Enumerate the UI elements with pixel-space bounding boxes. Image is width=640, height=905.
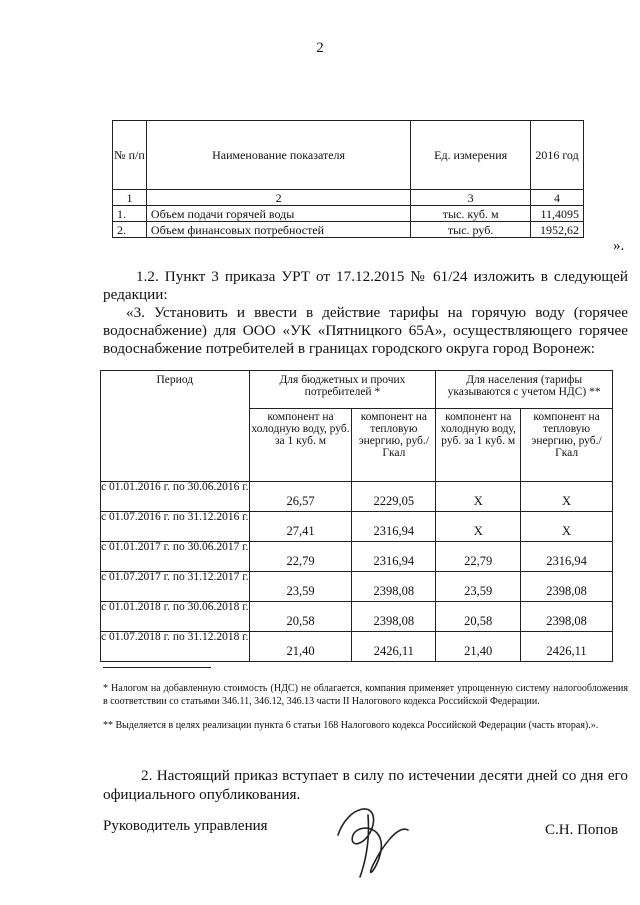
footnote-vat: * Налогом на добавленную стоимость (НДС) не облагается, компания применяет упрощенную систему налогообложения в соответствии со статьями 346.11, 346.12, 346.13 части II Налогового кодекса Российской Федерации.: [103, 683, 628, 707]
value-cell: 20,58: [436, 602, 521, 632]
value-cell: 22,79: [436, 542, 521, 572]
header-period: Период: [101, 371, 250, 482]
volume-table: [112, 120, 584, 238]
subheader-cold-water: компонент на холодную воду, руб. за 1 куб. м: [436, 409, 521, 482]
footnote-divider: [103, 667, 211, 668]
value-cell: 2398,08: [352, 602, 436, 632]
value-cell: 23,59: [249, 572, 352, 602]
subheader-heat: компонент на тепловую энергию, руб./Гкал: [521, 409, 613, 482]
value-cell: 23,59: [436, 572, 521, 602]
period-cell: с 01.07.2018 г. по 31.12.2018 г.: [101, 632, 250, 662]
value-cell: 26,57: [249, 482, 352, 512]
value-cell: 22,79: [249, 542, 352, 572]
header-budget-consumers: Для бюджетных и прочих потребителей *: [249, 371, 436, 409]
value-cell: 2426,11: [352, 632, 436, 662]
period-cell: с 01.01.2016 г. по 30.06.2016 г.: [101, 482, 250, 512]
value-cell: 2398,08: [521, 572, 613, 602]
value-cell: 2398,08: [521, 602, 613, 632]
value-cell: 2316,94: [521, 542, 613, 572]
value-cell: X: [436, 512, 521, 542]
row-unit: тыс. куб. м: [411, 206, 531, 222]
table-row: [101, 572, 613, 602]
table-row: [101, 632, 613, 662]
closing-quote: ».: [613, 238, 625, 254]
value-cell: X: [521, 482, 613, 512]
period-cell: с 01.01.2018 г. по 30.06.2018 г.: [101, 602, 250, 632]
table-row: [113, 222, 584, 238]
row-number: 1.: [113, 206, 147, 222]
table-row: [101, 512, 613, 542]
index-cell: 3: [411, 190, 531, 206]
footnote-vat-allocation: ** Выделяется в целях реализации пункта 6 статьи 168 Налогового кодекса Российской Федерации (часть вторая).».: [103, 720, 599, 731]
value-cell: 2229,05: [352, 482, 436, 512]
header-unit: Ед. измерения: [411, 121, 531, 190]
index-cell: 2: [146, 190, 410, 206]
period-cell: с 01.07.2016 г. по 31.12.2016 г.: [101, 512, 250, 542]
value-cell: 20,58: [249, 602, 352, 632]
period-cell: с 01.01.2017 г. по 30.06.2017 г.: [101, 542, 250, 572]
header-population: Для населения (тарифы указываются с учетом НДС) **: [436, 371, 613, 409]
value-cell: X: [521, 512, 613, 542]
row-indicator: Объем подачи горячей воды: [146, 206, 410, 222]
table-row: [113, 206, 584, 222]
table-row: [101, 602, 613, 632]
subheader-heat: компонент на тепловую энергию, руб./Гкал: [352, 409, 436, 482]
index-cell: 4: [531, 190, 584, 206]
value-cell: 27,41: [249, 512, 352, 542]
period-cell: с 01.07.2017 г. по 31.12.2017 г.: [101, 572, 250, 602]
value-cell: 21,40: [249, 632, 352, 662]
subheader-cold-water: компонент на холодную воду, руб. за 1 куб. м: [249, 409, 352, 482]
row-indicator: Объем финансовых потребностей: [146, 222, 410, 238]
page-number: 2: [316, 40, 324, 56]
signatory-title: Руководитель управления: [103, 818, 268, 834]
paragraph-1-2: 1.2. Пункт 3 приказа УРТ от 17.12.2015 № 61/24 изложить в следующей редакции:: [103, 268, 628, 303]
handwritten-signature: [318, 795, 428, 885]
value-cell: 2398,08: [352, 572, 436, 602]
paragraph-effective-date: 2. Настоящий приказ вступает в силу по истечении десяти дней со дня его официального опубликования.: [103, 767, 628, 803]
value-cell: 2316,94: [352, 512, 436, 542]
value-cell: X: [436, 482, 521, 512]
value-cell: 21,40: [436, 632, 521, 662]
row-number: 2.: [113, 222, 147, 238]
tariff-table: [100, 370, 613, 662]
index-cell: 1: [113, 190, 147, 206]
row-unit: тыс. руб.: [411, 222, 531, 238]
value-cell: 2316,94: [352, 542, 436, 572]
header-number: № п/п: [113, 121, 147, 190]
table-row: [101, 482, 613, 512]
header-indicator: Наименование показателя: [146, 121, 410, 190]
paragraph-tariff-intro: «3. Установить и ввести в действие тарифы на горячую воду (горячее водоснабжение) для ООО «УК «Пятницкого 65А», осуществляющего горячее водоснабжение потребителей в границах городского округа город Воронеж:: [103, 304, 628, 357]
row-value: 1952,62: [531, 222, 584, 238]
value-cell: 2426,11: [521, 632, 613, 662]
table-row: [101, 542, 613, 572]
signatory-name: С.Н. Попов: [545, 822, 619, 838]
row-value: 11,4095: [531, 206, 584, 222]
header-year: 2016 год: [531, 121, 584, 190]
